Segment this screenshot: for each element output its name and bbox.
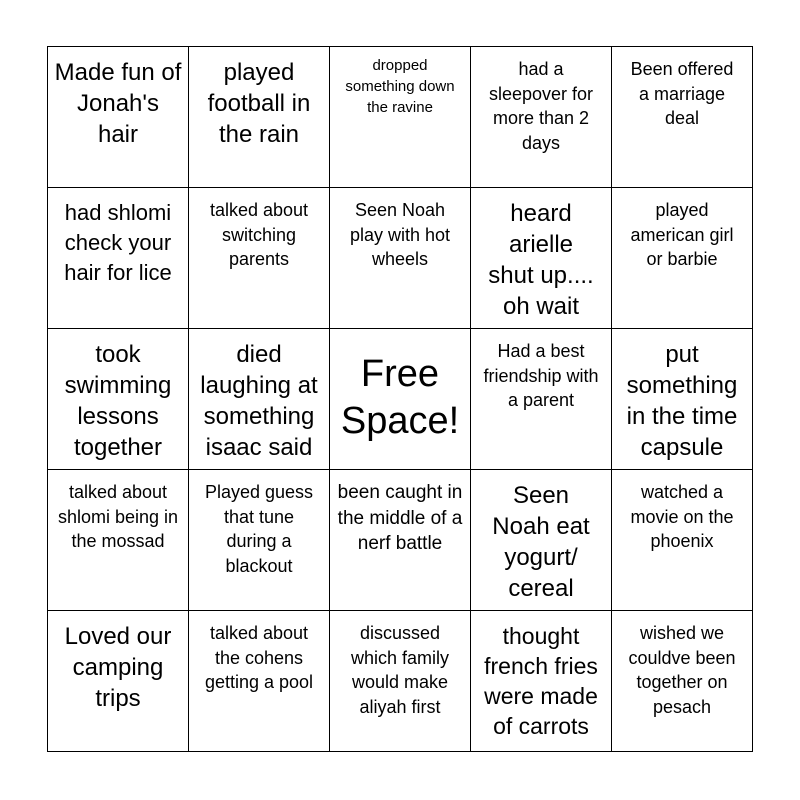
cell-text: thought french fries were made of carrots [484, 623, 598, 739]
bingo-cell-r4c1[interactable] [48, 470, 189, 611]
bingo-cell-r3c4[interactable] [471, 329, 612, 470]
cell-text: played football in the rain [207, 59, 311, 148]
cell-text: put something in the time capsule [626, 341, 738, 461]
bingo-cell-r5c5[interactable] [612, 611, 753, 752]
bingo-cell-r5c2[interactable] [189, 611, 330, 752]
cell-text: been caught in the middle of a nerf battle [337, 482, 463, 554]
bingo-cell-r2c3[interactable] [330, 188, 471, 329]
bingo-cell-r2c5[interactable] [612, 188, 753, 329]
cell-text: Made fun of Jonah's hair [54, 59, 182, 148]
bingo-cell-r5c1[interactable] [48, 611, 189, 752]
cell-text: talked about shlomi being in the mossad [57, 482, 179, 551]
bingo-cell-r5c3[interactable] [330, 611, 471, 752]
bingo-board [47, 46, 753, 752]
cell-text: wished we couldve been together on pesach [628, 623, 736, 717]
cell-text: Seen Noah eat yogurt/ cereal [492, 482, 590, 602]
bingo-cell-r2c4[interactable] [471, 188, 612, 329]
bingo-cell-r1c4[interactable] [471, 47, 612, 188]
free-space-cell[interactable] [330, 329, 471, 470]
cell-text: Loved our camping trips [64, 623, 172, 712]
cell-text: had shlomi check your hair for lice [64, 200, 172, 285]
cell-text: took swimming lessons together [64, 341, 172, 461]
bingo-cell-r3c2[interactable] [189, 329, 330, 470]
bingo-cell-r4c2[interactable] [189, 470, 330, 611]
bingo-cell-r2c1[interactable] [48, 188, 189, 329]
free-space-text: Free Space! [340, 353, 460, 442]
cell-text: had a sleepover for more than 2 days [488, 59, 594, 153]
cell-text: talked about switching parents [209, 200, 309, 269]
cell-text: heard arielle shut up.... oh wait [488, 200, 594, 320]
cell-text: Played guess that tune during a blackout [204, 482, 314, 576]
bingo-cell-r1c1[interactable] [48, 47, 189, 188]
cell-text: discussed which family would make aliyah first [350, 623, 450, 717]
bingo-cell-r3c5[interactable] [612, 329, 753, 470]
bingo-cell-r1c5[interactable] [612, 47, 753, 188]
cell-text: played american girl or barbie [630, 200, 734, 269]
bingo-cell-r4c4[interactable] [471, 470, 612, 611]
cell-text: Seen Noah play with hot wheels [349, 200, 451, 269]
bingo-cell-r5c4[interactable] [471, 611, 612, 752]
cell-text: Been offered a marriage deal [630, 59, 734, 128]
bingo-cell-r4c3[interactable] [330, 470, 471, 611]
bingo-cell-r3c1[interactable] [48, 329, 189, 470]
bingo-cell-r1c3[interactable] [330, 47, 471, 188]
cell-text: Had a best friendship with a parent [483, 341, 599, 410]
cell-text: dropped something down the ravine [345, 57, 455, 116]
bingo-cell-r1c2[interactable] [189, 47, 330, 188]
bingo-cell-r2c2[interactable] [189, 188, 330, 329]
cell-text: watched a movie on the phoenix [630, 482, 734, 551]
cell-text: died laughing at something isaac said [200, 341, 318, 461]
bingo-cell-r4c5[interactable] [612, 470, 753, 611]
cell-text: talked about the cohens getting a pool [204, 623, 314, 692]
